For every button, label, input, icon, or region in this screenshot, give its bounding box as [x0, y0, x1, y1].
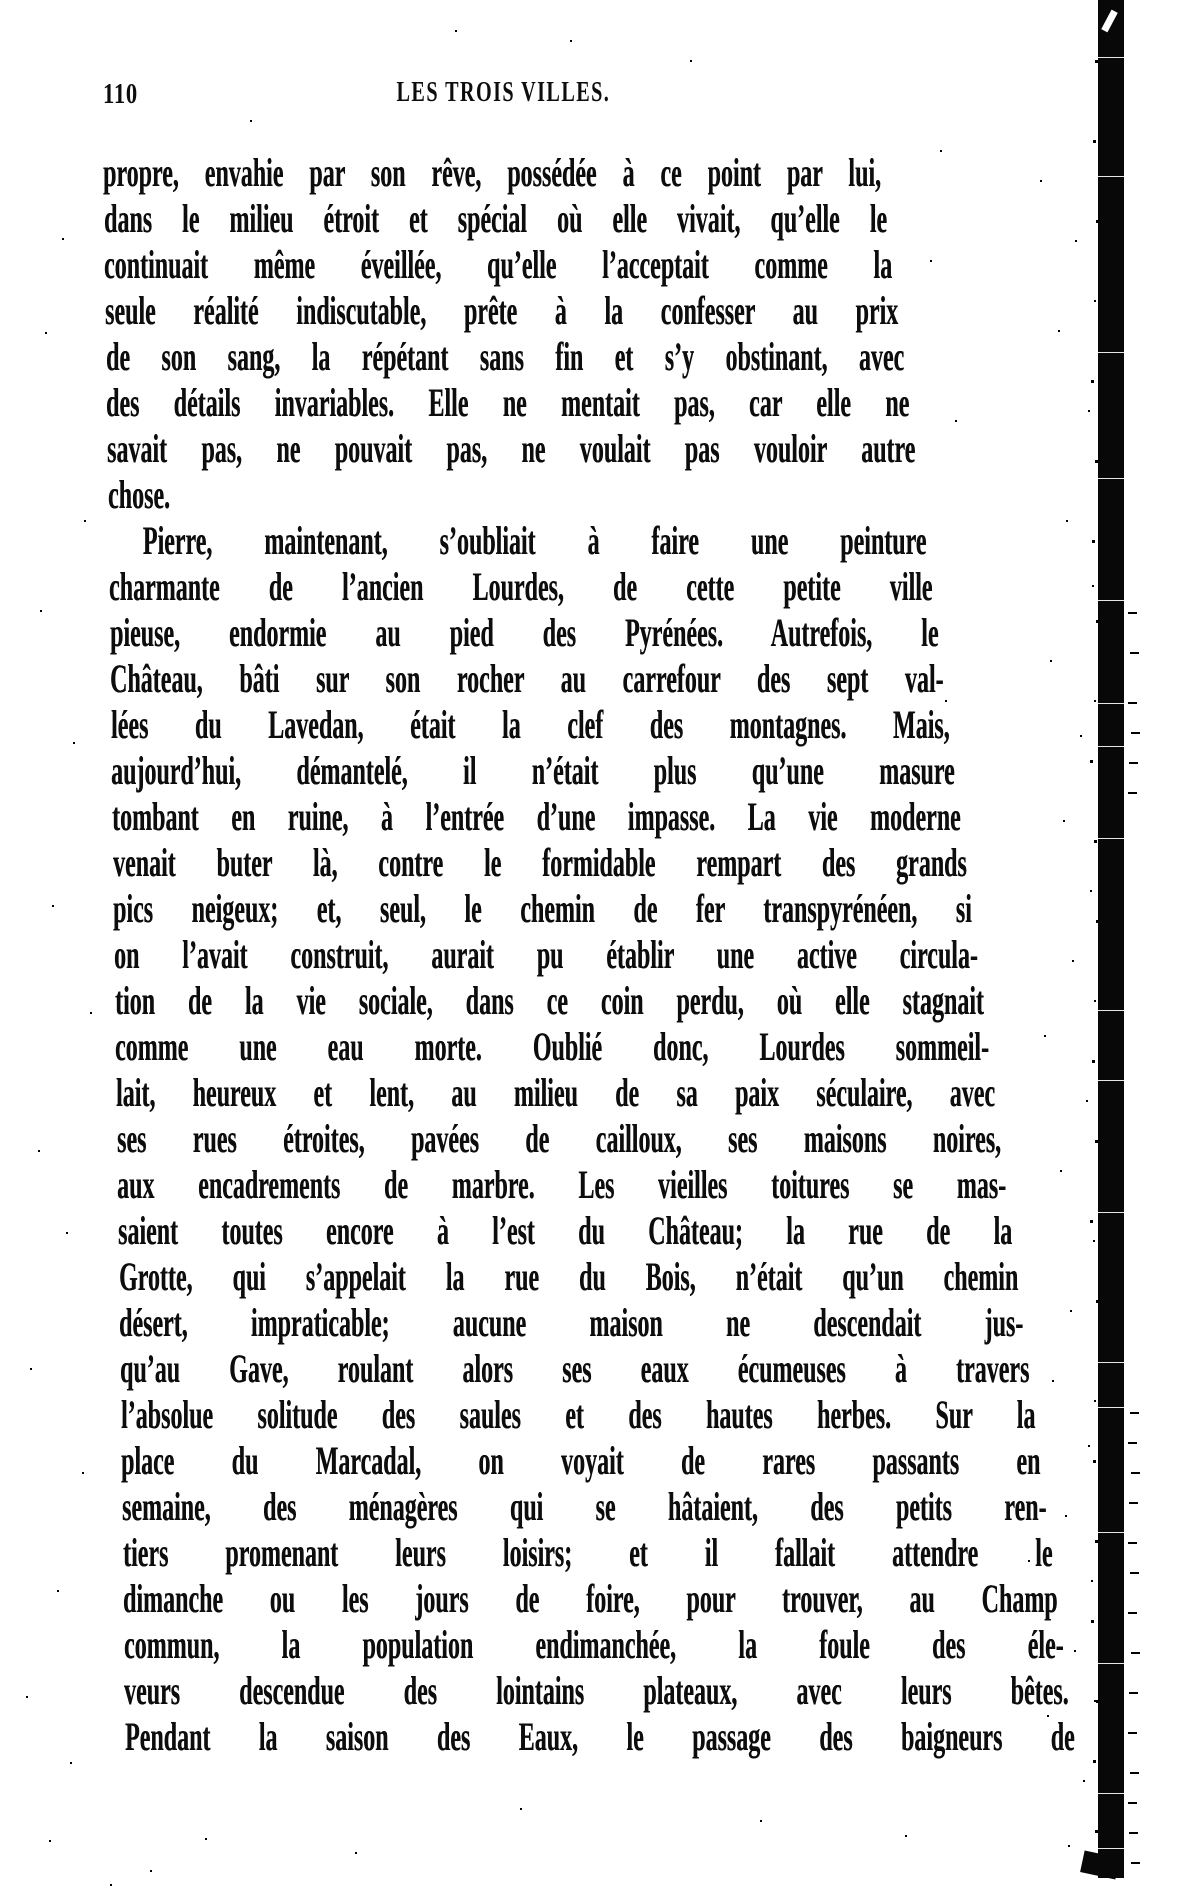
text-line: lées du Lavedan, était la clef des montagnes. Mais,: [110, 702, 950, 747]
body-text: [0, 150, 1200, 1760]
gutter-edge-ticks: [1128, 0, 1137, 2]
page-number: 110: [103, 78, 139, 110]
text-line: l’absolue solitude des saules et des hautes herbes. Sur la: [120, 1392, 1035, 1437]
text-line: chose.: [107, 472, 170, 517]
text-line: saient toutes encore à l’est du Château; la rue de la: [117, 1208, 1013, 1253]
text-line: tombant en ruine, à l’entrée d’une impasse. La vie moderne: [112, 794, 961, 839]
text-line: charmante de l’ancien Lourdes, de cette petite ville: [108, 564, 933, 609]
text-line: désert, impraticable; aucune maison ne descendait jus-: [119, 1300, 1024, 1345]
scan-speckles-band-edge: [0, 0, 3, 3]
text-line: pieuse, endormie au pied des Pyrénées. Autrefois, le: [109, 610, 938, 655]
text-line: veurs descendue des lointains plateaux, avec leurs bêtes.: [124, 1668, 1070, 1713]
text-line: venait buter là, contre le formidable rempart des grands: [112, 840, 967, 885]
text-line: tion de la vie sociale, dans ce coin perdu, où elle stagnait: [114, 978, 984, 1023]
text-line: ses rues étroites, pavées de cailloux, ses maisons noires,: [116, 1116, 1001, 1161]
text-line: semaine, des ménagères qui se hâtaient, des petits ren-: [121, 1484, 1047, 1529]
text-line: dimanche ou les jours de foire, pour trouver, au Champ: [123, 1576, 1058, 1621]
running-header-title: LES TROIS VILLES.: [396, 77, 610, 108]
text-line: lait, heureux et lent, au milieu de sa paix séculaire, avec: [116, 1070, 996, 1115]
text-line: Château, bâti sur son rocher au carrefour des sept val-: [110, 656, 944, 701]
text-line: tiers promenant leurs loisirs; et il fallait attendre le: [122, 1530, 1052, 1575]
text-line: savait pas, ne pouvait pas, ne voulait pas vouloir autre: [106, 426, 916, 471]
text-line: continuait même éveillée, qu’elle l’acceptait comme la: [104, 242, 893, 287]
text-line: Pierre, maintenant, s’oubliait à faire une peinture: [142, 518, 927, 563]
text-line: aux encadrements de marbre. Les vieilles toitures se mas-: [117, 1162, 1007, 1207]
text-line: comme une eau morte. Oublié donc, Lourdes sommeil-: [115, 1024, 990, 1069]
text-line: commun, la population endimanchée, la foule des éle-: [123, 1622, 1064, 1667]
text-line: place du Marcadal, on voyait de rares passants en: [121, 1438, 1041, 1483]
text-line: des détails invariables. Elle ne mentait pas, car elle ne: [106, 380, 910, 425]
text-line: seule réalité indiscutable, prête à la confesser au prix: [104, 288, 899, 333]
text-line: propre, envahie par son rêve, possédée à ce point par lui,: [103, 150, 881, 195]
text-line: dans le milieu étroit et spécial où elle vivait, qu’elle le: [103, 196, 887, 241]
book-gutter-shadow: [1098, 0, 1124, 1878]
text-line: on l’avait construit, aurait pu établir une active circula-: [114, 932, 978, 977]
text-line: qu’au Gave, roulant alors ses eaux écumeuses à travers: [119, 1346, 1030, 1391]
text-line: pics neigeux; et, seul, le chemin de fer transpyrénéen, si: [113, 886, 973, 931]
text-line: aujourd’hui, démantelé, il n’était plus qu’une masure: [111, 748, 956, 793]
text-line: Pendant la saison des Eaux, le passage des baigneurs de: [125, 1714, 1075, 1759]
gutter-hairlines: [1098, 0, 1124, 1]
text-line: de son sang, la répétant sans fin et s’y obstinant, avec: [105, 334, 904, 379]
text-line: Grotte, qui s’appelait la rue du Bois, n’était qu’un chemin: [118, 1254, 1018, 1299]
running-header: [103, 77, 903, 109]
